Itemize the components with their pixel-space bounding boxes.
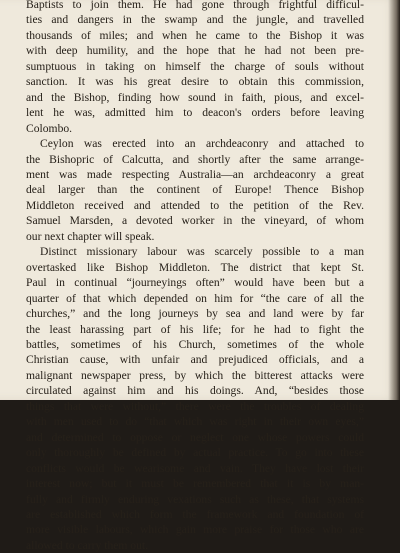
text-line: the least harassing part of his life; for he had to fight the: [26, 322, 364, 336]
text-line: interest now; but it must be remembered that it is by man-: [26, 477, 364, 491]
text-line: ties and dangers in the swamp and the jungle, and travelled: [26, 13, 364, 27]
text-line: Samuel Marsden, a devoted worker in the vineyard, of whom: [26, 214, 364, 228]
text-line: our next chapter will speak.: [26, 229, 155, 243]
text-line: the Bishopric of Calcutta, and shortly after the same arrange-: [26, 152, 364, 166]
text-line: thousands of miles; and when he came to the Bishop it was: [26, 28, 364, 42]
text-line: Middleton received and attended to the petition of the Rev.: [26, 198, 364, 212]
text-line: and determined to oppose or neglect one whose powers could: [26, 430, 364, 444]
paragraph: [0, 244, 386, 553]
text-line: battles, sometimes of his Church, sometimes of the whole: [26, 337, 364, 351]
text-line: malignant newspaper press, by which the bitterest attacks were: [26, 368, 364, 382]
paragraph: [0, 0, 386, 136]
text-line: overtasked like Bishop Middleton. The district that kept St.: [26, 260, 364, 274]
text-line: circulated against him and his doings. And, “besides those: [26, 384, 364, 398]
text-line: sanction. It was his great desire to obtain this commission,: [26, 75, 364, 89]
text-line: things that were without,” there were the troubles of dealing: [26, 399, 364, 413]
text-line: with men used to do “that which was right in their own eyes,”: [26, 415, 364, 429]
text-line: Colombo.: [26, 121, 73, 135]
text-line: deal larger than the continent of Europe! Thence Bishop: [26, 183, 364, 197]
text-line: lent he was, admitted him to deacon's orders before leaving: [26, 106, 364, 120]
text-line: quarter of that which depended on him for “the care of all the: [26, 291, 364, 305]
text-line: allowed to carry them out.: [26, 538, 149, 552]
text-line: are established which form the framework and foundation of: [26, 507, 364, 521]
text-line: Baptists to join them. He had gone through frightful difficul-: [26, 0, 364, 11]
text-line: fully and firmly enduring vexations such as these, that systems: [26, 492, 364, 506]
text-line: more visible labours, which gain more praise for those who are: [26, 523, 364, 537]
text-line: conflicts would be wearisome and vain. They have lost their: [26, 461, 364, 475]
text-line: churches,” and the long journeys by sea and land were by far: [26, 307, 364, 321]
text-line: ment was made respecting Australia—an archdeaconry a great: [26, 167, 364, 181]
text-line: and the Bishop, finding how sound in faith, pious, and excel-: [26, 90, 364, 104]
text-line: Paul in continual “journeyings often” would have been but a: [26, 276, 364, 290]
text-line: Distinct missionary labour was scarcely possible to a man: [40, 245, 364, 259]
text-line: only thoroughly be defined by actual practice. To go into these: [26, 446, 364, 460]
text-line: Christian cause, with unfair and prejudiced officials, and a: [26, 353, 364, 367]
paragraph: [0, 136, 386, 244]
text-line: Ceylon was erected into an archdeaconry and attached to: [40, 137, 364, 151]
text-line: sumptuous in taking on himself the charge of souls without: [26, 59, 364, 73]
text-line: with deep humility, and the hope that he had not been pre-: [26, 44, 364, 58]
page-gutter-shadow: [388, 0, 400, 400]
